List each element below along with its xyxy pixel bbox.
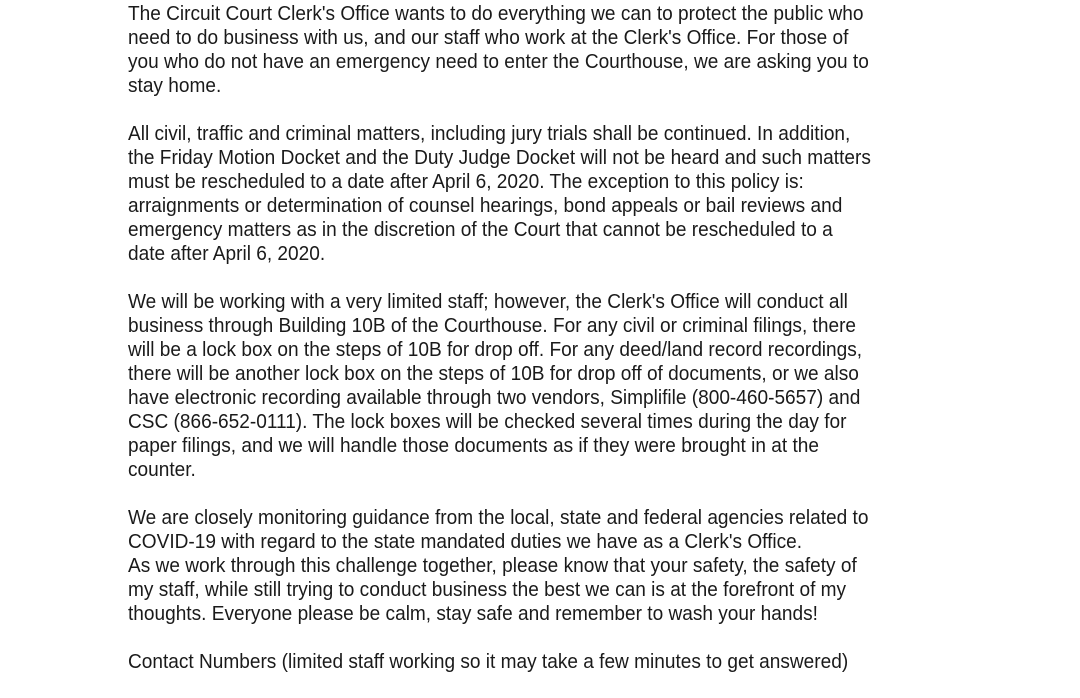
paragraph-contact-numbers [128, 650, 968, 674]
text-line: CSC (866-652-0111). The lock boxes will be checked several times during the day for [128, 410, 847, 433]
text-line: arraignments or determination of counsel hearings, bond appeals or bail reviews and [128, 194, 843, 217]
text-line: emergency matters as in the discretion of the Court that cannot be rescheduled to a [128, 218, 833, 241]
text-line: the Friday Motion Docket and the Duty Judge Docket will not be heard and such matters [128, 146, 871, 169]
text-line: stay home. [128, 74, 222, 97]
text-line: have electronic recording available through two vendors, Simplifile (800-460-5657) and [128, 386, 861, 409]
text-line: must be rescheduled to a date after April 6, 2020. The exception to this policy is: [128, 170, 804, 193]
text-line: my staff, while still trying to conduct business the best we can is at the forefront of my [128, 578, 847, 601]
text-line: business through Building 10B of the Courthouse. For any civil or criminal filings, there [128, 314, 857, 337]
text-line: need to do business with us, and our staff who work at the Clerk's Office. For those of [128, 26, 849, 49]
paragraph-staff-and-filings [128, 290, 968, 482]
text-line: As we work through this challenge together, please know that your safety, the safety of [128, 554, 857, 577]
text-line: will be a lock box on the steps of 10B for drop off. For any deed/land record recordings, [128, 338, 863, 361]
text-line: Contact Numbers (limited staff working so it may take a few minutes to get answered) [128, 650, 849, 673]
text-line: We are closely monitoring guidance from the local, state and federal agencies related to [128, 506, 869, 529]
text-line: there will be another lock box on the steps of 10B for drop off of documents, or we also [128, 362, 859, 385]
text-line: counter. [128, 458, 196, 481]
text-line: The Circuit Court Clerk's Office wants to do everything we can to protect the public who [128, 2, 864, 25]
paragraph-court-matters [128, 122, 968, 266]
text-line: paper filings, and we will handle those documents as if they were brought in at the [128, 434, 819, 457]
text-line: thoughts. Everyone please be calm, stay safe and remember to wash your hands! [128, 602, 818, 625]
text-line: All civil, traffic and criminal matters, including jury trials shall be continued. In addition, [128, 122, 851, 145]
paragraph-covid-guidance [128, 506, 968, 626]
text-line: We will be working with a very limited staff; however, the Clerk's Office will conduct all [128, 290, 848, 313]
text-line: date after April 6, 2020. [128, 242, 326, 265]
text-line: COVID-19 with regard to the state mandated duties we have as a Clerk's Office. [128, 530, 803, 553]
text-line: you who do not have an emergency need to enter the Courthouse, we are asking you to [128, 50, 869, 73]
paragraph-intro [128, 2, 968, 98]
document-page [128, 2, 968, 698]
